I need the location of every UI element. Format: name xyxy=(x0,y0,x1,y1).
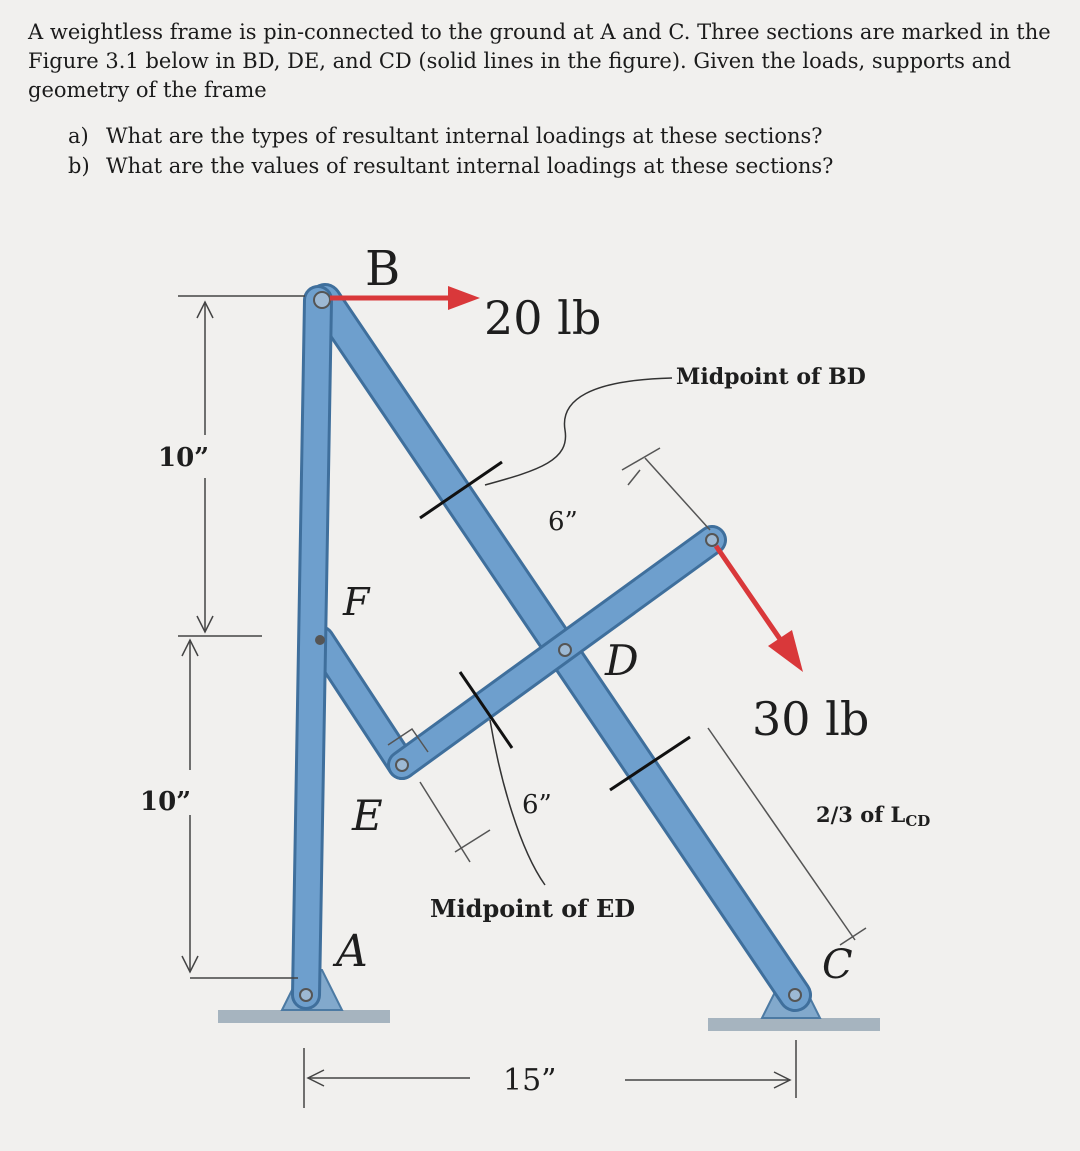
label-e: E xyxy=(352,791,383,840)
label-upper-height: 10” xyxy=(158,443,210,473)
question-a-label: a) xyxy=(68,124,89,148)
label-lower-height: 10” xyxy=(140,787,192,817)
load-30lb-arrow xyxy=(716,546,803,672)
pin-e xyxy=(396,759,408,771)
leader-bd xyxy=(485,378,672,485)
label-b: B xyxy=(365,241,401,297)
question-b-text: What are the values of resultant internal loadings at these sections? xyxy=(106,154,834,178)
label-f: F xyxy=(343,580,370,624)
dimension-ed-6 xyxy=(420,782,490,862)
question-b-label: b) xyxy=(68,154,90,178)
question-a-text: What are the types of resultant internal loadings at these sections? xyxy=(106,124,823,148)
label-d: D xyxy=(605,636,639,685)
pin-f xyxy=(315,635,325,645)
pin-load-end xyxy=(706,534,718,546)
label-base-width: 15” xyxy=(503,1063,557,1098)
pin-c xyxy=(789,989,801,1001)
member-ab xyxy=(306,300,318,995)
label-a: A xyxy=(336,926,368,977)
member-fe xyxy=(320,640,402,765)
label-midpoint-ed: Midpoint of ED xyxy=(430,894,636,923)
pin-d xyxy=(559,644,571,656)
label-cd-fraction: 2/3 of LCD xyxy=(816,802,931,830)
label-lower-6: 6” xyxy=(522,790,552,820)
label-load-30: 30 lb xyxy=(752,692,870,746)
label-upper-6: 6” xyxy=(548,507,578,537)
pin-a xyxy=(300,989,312,1001)
label-load-20: 20 lb xyxy=(484,291,602,345)
load-20lb-arrow xyxy=(330,286,480,310)
problem-statement: A weightless frame is pin-connected to the ground at A and C. Three sections are marked in the Figure 3.1 below in BD, DE, and CD (solid lines in the figure). Given the loads, supports and geometry of the frame xyxy=(28,20,1051,102)
pin-b xyxy=(314,292,330,308)
dimension-vertical xyxy=(178,296,305,978)
dimension-bd-6 xyxy=(622,448,710,530)
label-c: C xyxy=(822,942,853,988)
member-ed xyxy=(402,540,712,765)
label-midpoint-bd: Midpoint of BD xyxy=(676,364,866,390)
